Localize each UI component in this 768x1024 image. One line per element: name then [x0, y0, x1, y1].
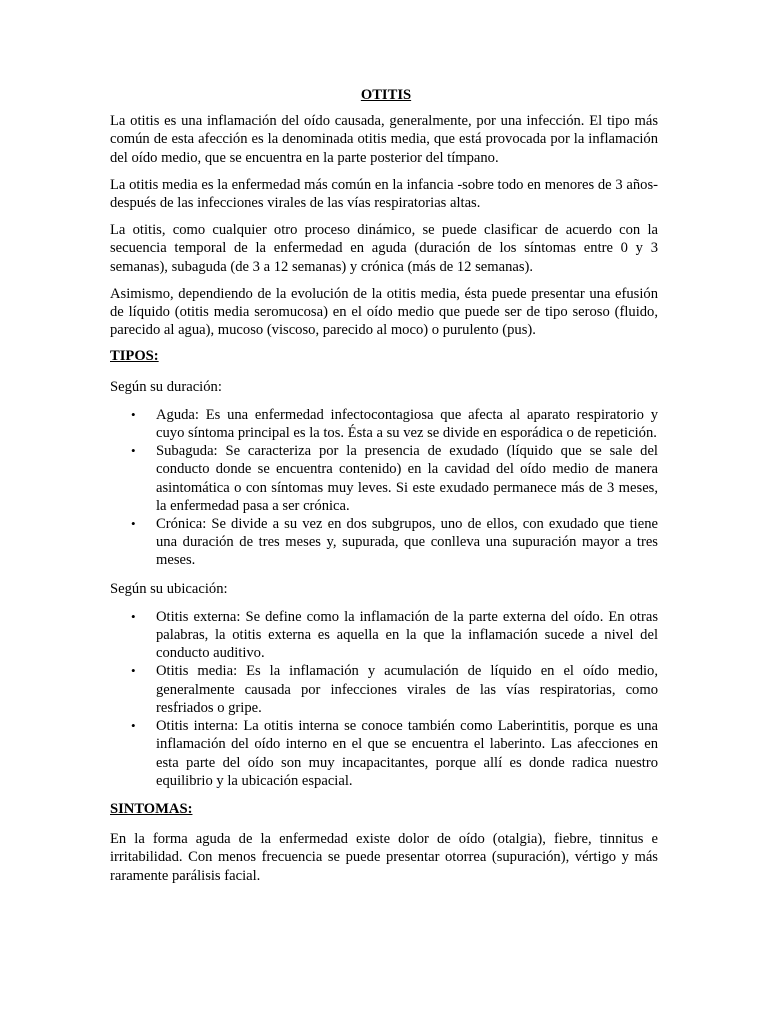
paragraph-efusion: Asimismo, dependiendo de la evolución de la otitis media, ésta puede presentar una efusión de líquido (otitis media seromucosa) en el oído medio que puede ser de tipo seroso (fluido, parecido al agua), mucoso (viscoso, parecido al moco) o purulento (pus). [110, 285, 658, 339]
list-item-text: Crónica: Se divide a su vez en dos subgrupos, uno de ellos, con exudado que tiene una duración de tres meses y, supurada, que conlleva una supuración mayor a tres meses. [156, 516, 658, 569]
subsection-label-duracion: Según su duración: [110, 378, 222, 395]
list-item-text: Otitis media: Es la inflamación y acumulación de líquido en el oído medio, generalmente causada por infecciones virales de las vías respiratorias, como resfriados o gripe. [156, 663, 658, 716]
section-heading-sintomas: SINTOMAS: [110, 800, 193, 817]
bullet-icon: • [131, 406, 136, 422]
page-title: OTITIS [360, 87, 412, 103]
paragraph-sintomas: En la forma aguda de la enfermedad existe dolor de oído (otalgia), fiebre, tinnitus e irritabilidad. Con menos frecuencia se puede presentar otorrea (supuración), vértigo y más raramente parálisis facial. [110, 831, 658, 884]
bullet-icon: • [131, 443, 136, 459]
list-duracion [110, 406, 658, 570]
list-item-text: Otitis externa: Se define como la inflamación de la parte externa del oído. En otras palabras, la otitis externa es aquella en la que la inflamación sucede a nivel del conducto auditivo. [156, 608, 658, 662]
list-item [131, 515, 658, 570]
list-item-text: Otitis interna: La otitis interna se conoce también como Laberintitis, porque es una inflamación del oído interno en el que se encuentra el laberinto. Las afecciones en esta parte del oído son muy incapacitantes, porque allí es donde radica nuestro equilibrio y la ubicación espacial. [156, 718, 658, 789]
section-heading-tipos: TIPOS: [110, 348, 159, 365]
list-item [131, 608, 658, 663]
list-item [131, 442, 658, 515]
list-item [131, 662, 658, 717]
bullet-icon: • [131, 663, 136, 679]
list-item-text: Aguda: Es una enfermedad infectocontagiosa que afecta al aparato respiratorio y cuyo síntoma principal es la tos. Ésta a su vez se divide en esporádica o de repetición. [156, 406, 658, 442]
list-item-text: Subaguda: Se caracteriza por la presencia de exudado (líquido que se sale del conducto donde se encuentra contenido) en la cavidad del oído medio de manera asintomática o con síntomas muy leves. Si este exudado permanece más de 3 meses, la enfermedad pasa a ser crónica. [156, 443, 658, 514]
bullet-icon: • [131, 718, 136, 734]
paragraph-clasificacion: La otitis, como cualquier otro proceso dinámico, se puede clasificar de acuerdo con la secuencia temporal de la enfermedad en aguda (duración de los síntomas entre 0 y 3 semanas), subaguda (de 3 a 12 semanas) y crónica (más de 12 semanas). [110, 222, 658, 275]
paragraph-intro: La otitis es una inflamación del oído causada, generalmente, por una infección. El tipo más común de esta afección es la denominada otitis media, que está provocada por la inflamación del oído medio, que se encuentra en la parte posterior del tímpano. [110, 113, 658, 166]
bullet-icon: • [131, 608, 136, 624]
bullet-icon: • [131, 516, 136, 532]
list-item [131, 717, 658, 790]
list-ubicacion [110, 608, 658, 790]
subsection-label-ubicacion: Según su ubicación: [110, 580, 228, 597]
list-item [131, 406, 658, 442]
paragraph-infancia: La otitis media es la enfermedad más común en la infancia -sobre todo en menores de 3 años- después de las infecciones virales de las vías respiratorias altas. [110, 176, 658, 212]
